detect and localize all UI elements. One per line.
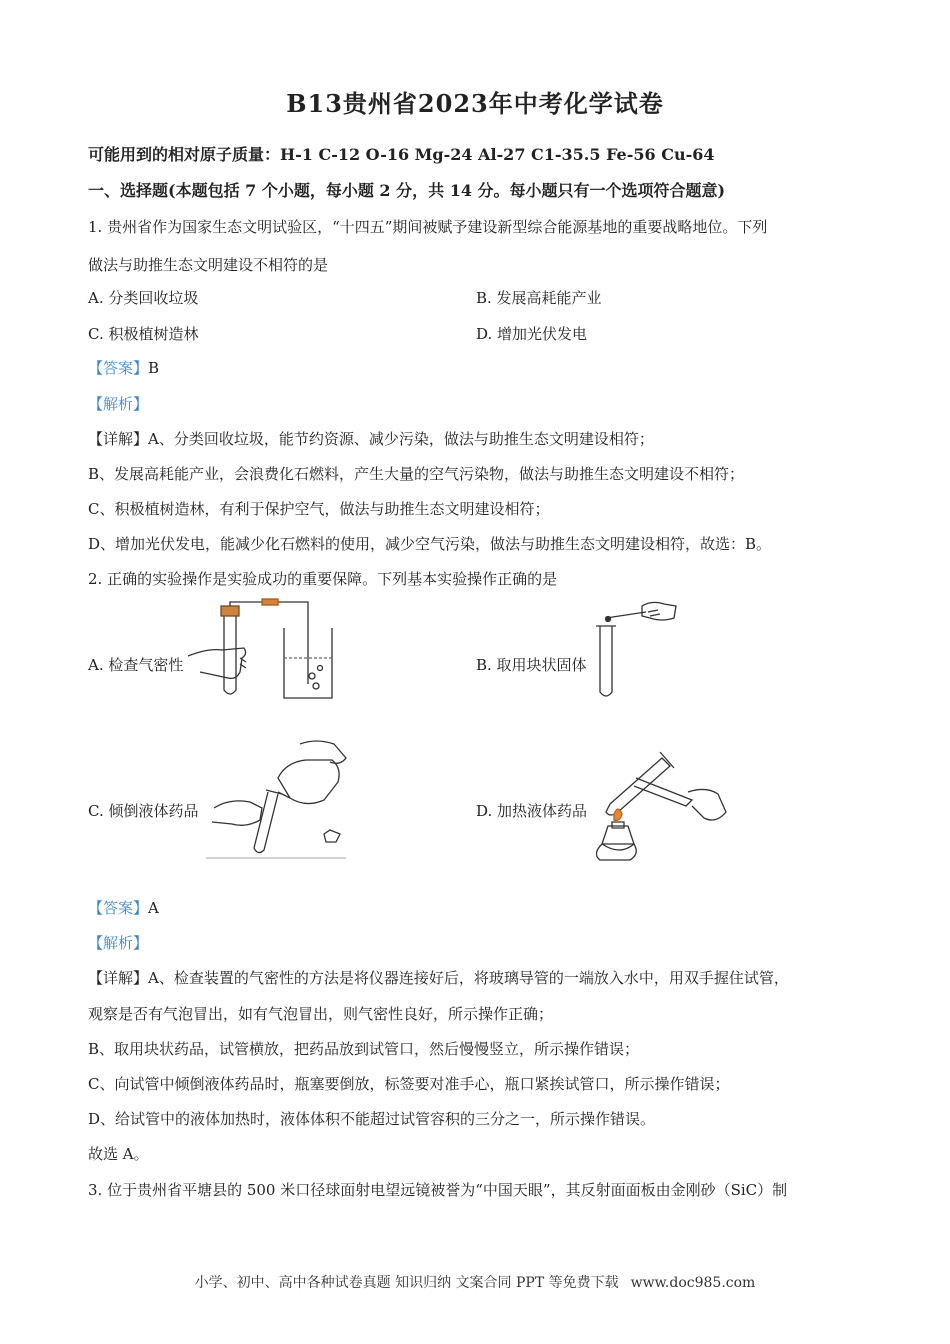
q2-detail-a2: 观察是否有气泡冒出，如有气泡冒出，则气密性良好，所示操作正确；: [88, 1005, 554, 1023]
footer: [0, 1272, 950, 1292]
q1-detail-a: 【详解】A、分类回收垃圾，能节约资源、减少污染，做法与助推生态文明建设相符；: [88, 430, 654, 448]
q2-analysis-tag: 【解析】: [88, 934, 149, 952]
answer-value: B: [148, 359, 160, 377]
q3-stem: 3. 位于贵州省平塘县的 500 米口径球面射电望远镜被誉为“中国天眼”，其反射面面板由金刚砂（SiC）制: [88, 1181, 788, 1199]
heating-liquid-figure: [596, 742, 730, 864]
answer-tag: 【答案】: [88, 899, 149, 917]
q2-detail-a1: 【详解】A、检查装置的气密性的方法是将仪器连接好后，将玻璃导管的一端放入水中，用双手握住试管，: [88, 969, 789, 987]
q2-option-c: C. 倾倒液体药品: [88, 802, 199, 820]
answer-value: A: [148, 899, 159, 917]
q2-detail-c: C、向试管中倾倒液体药品时，瓶塞要倒放，标签要对准手心，瓶口紧挨试管口，所示操作错误；: [88, 1075, 730, 1093]
answer-tag: 【答案】: [88, 359, 149, 377]
q2-option-b: B. 取用块状固体: [476, 656, 587, 674]
section-heading: 一、选择题(本题包括 7 个小题，每小题 2 分，共 14 分。每小题只有一个选项符合题意): [88, 181, 726, 200]
detail-tag: 【详解】: [88, 969, 149, 987]
footer-link[interactable]: www.doc985.com: [630, 1275, 756, 1291]
footer-text: 小学、初中、高中各种试卷真题 知识归纳 文案合同 PPT 等免费下载: [194, 1275, 619, 1291]
detail-tag: 【详解】: [88, 430, 149, 448]
q2-detail-b: B、取用块状药品，试管横放，把药品放到试管口，然后慢慢竖立，所示操作错误；: [88, 1040, 640, 1058]
q1-stem-line1: 1. 贵州省作为国家生态文明试验区，“十四五”期间被赋予建设新型综合能源基地的重要战略地位。下列: [88, 218, 768, 236]
q1-answer: [88, 357, 159, 378]
block-solid-figure: [592, 598, 682, 702]
q2-option-a: A. 检查气密性: [88, 656, 184, 674]
q2-detail-d: D、给试管中的液体加热时，液体体积不能超过试管容积的三分之一，所示操作错误。: [88, 1110, 656, 1128]
q1-option-c: C. 积极植树造林: [88, 325, 199, 343]
page-title: B13贵州省2023年中考化学试卷: [286, 89, 664, 118]
q1-stem-line2: 做法与助推生态文明建设不相符的是: [88, 256, 329, 274]
q1-detail-d: D、增加光伏发电，能减少化石燃料的使用，减少空气污染，做法与助推生态文明建设相符，故选：B。: [88, 535, 772, 553]
q1-detail-c: C、积极植树造林，有利于保护空气，做法与助推生态文明建设相符；: [88, 500, 550, 518]
pouring-liquid-figure: [206, 738, 352, 862]
q2-conclusion: 故选 A。: [88, 1145, 149, 1163]
airtightness-check-figure: [188, 598, 340, 702]
q1-option-a: A. 分类回收垃圾: [88, 289, 199, 307]
q2-answer: [88, 897, 159, 918]
q2-option-d: D. 加热液体药品: [476, 802, 588, 820]
q1-option-b: B. 发展高耗能产业: [476, 289, 602, 307]
q1-analysis-tag: 【解析】: [88, 395, 149, 413]
q1-option-d: D. 增加光伏发电: [476, 325, 588, 343]
q1-detail-b: B、发展高耗能产业，会浪费化石燃料，产生大量的空气污染物，做法与助推生态文明建设不相符；: [88, 465, 745, 483]
q2-stem: 2. 正确的实验操作是实验成功的重要保障。下列基本实验操作正确的是: [88, 570, 558, 588]
atomic-masses: 可能用到的相对原子质量：H-1 C-12 O-16 Mg-24 Al-27 C1-35.5 Fe-56 Cu-64: [88, 145, 715, 164]
